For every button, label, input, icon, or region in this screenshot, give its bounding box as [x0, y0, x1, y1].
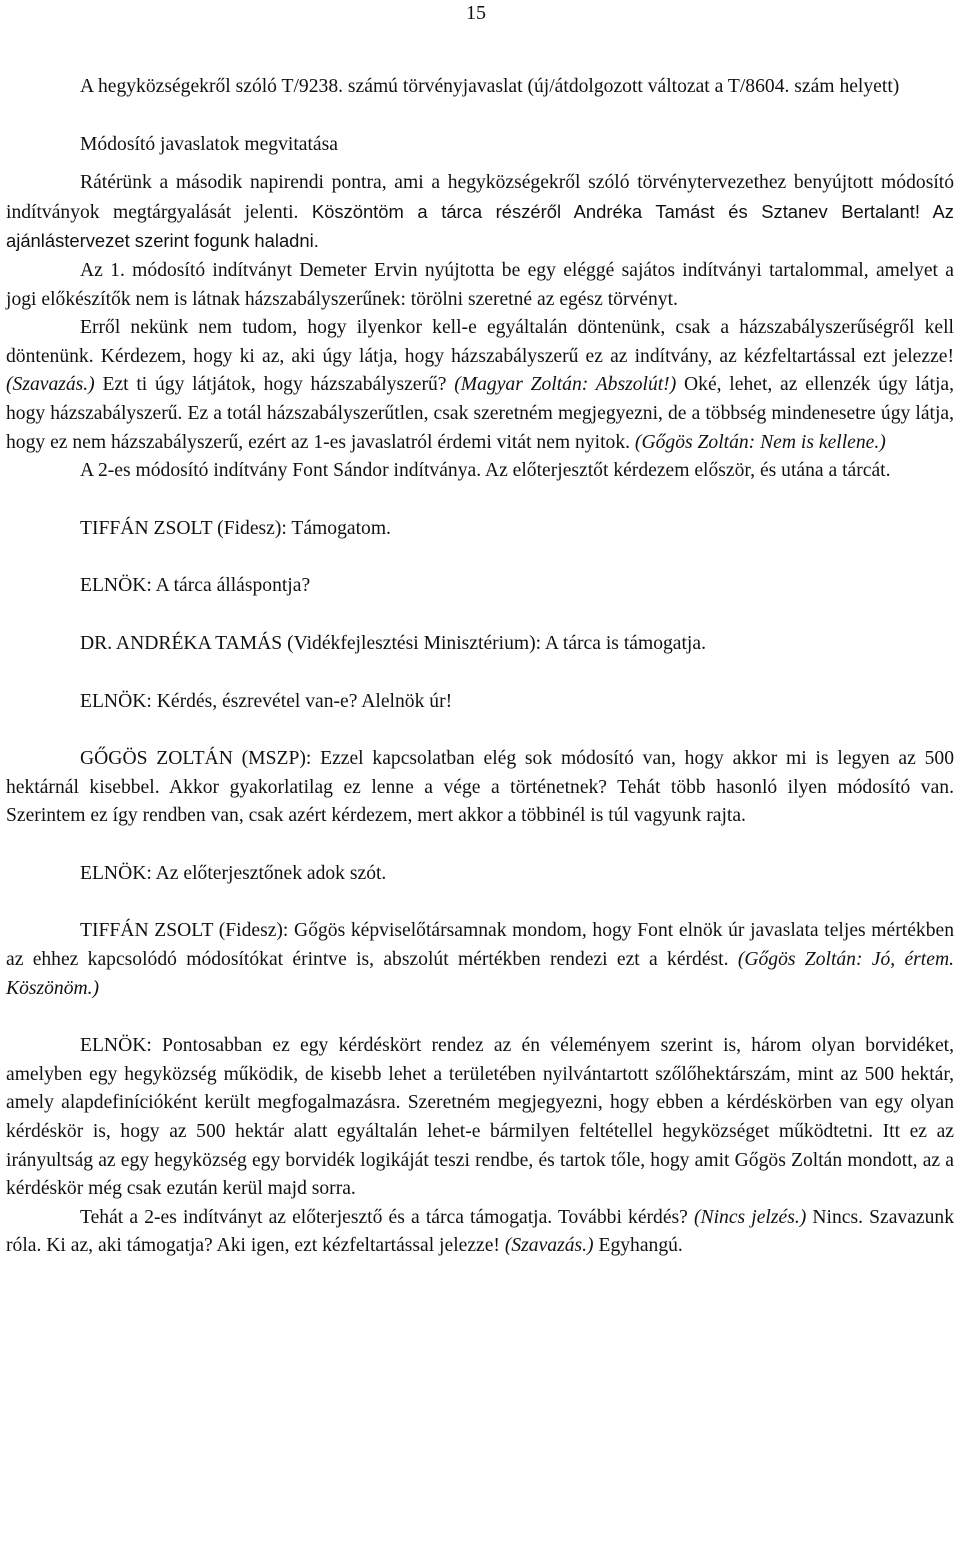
amendment-1-text: Az 1. módosító indítványt Demeter Ervin nyújtotta be egy eléggé sajátos indítványi tartalommal, amelyet a jogi előkészítők nem is látnak házszabályszerűnek: törölni szeretné az egész törvényt. [6, 259, 954, 310]
greeting-text: Köszöntöm a tárca részéről Andréka Tamást és Sztanev Bertalant! Az ajánlástervezet szerint fogunk haladni. [6, 200, 955, 252]
interjection: (Szavazás.) [504, 1235, 594, 1257]
speaker-chair-3: ELNÖK: Az előterjesztőnek adok szót. [80, 862, 387, 884]
text-span: TIFFÁN ZSOLT (Fidesz): Gőgös képviselőtársamnak mondom, hogy Font elnök úr javaslata teljes mértékben az ehhez kapcsolódó módosítókat érintve is, abszolút mértékben rendezi ezt a kérdést. [6, 920, 954, 971]
speaker-gogos: GŐGÖS ZOLTÁN (MSZP): Ezzel kapcsolatban elég sok módosító van, hogy akkor mi is legyen az 500 hektárnál kisebbel. Akkor gyakorlatilag ez lenne a vége a történetnek? Tehát több hasonló ilyen módosító van. Szerintem ez így rendben van, csak azért kérdezem, mert akkor a többinél is túl vagyunk rajta. [6, 748, 954, 827]
text-span: Egyhangú. [593, 1235, 683, 1257]
paragraph-amendment-1 [6, 257, 954, 314]
text-span: Nincs. Szavazunk róla. Ki az, aki támogatja? Aki igen, ezt kézfeltartással jelezze! [6, 1206, 955, 1257]
document-body [6, 73, 954, 1261]
speaker-tiffan-1: TIFFÁN ZSOLT (Fidesz): Támogatom. [80, 517, 391, 539]
speaker-chair-2: ELNÖK: Kérdés, észrevétel van-e? Alelnök úr! [80, 690, 453, 712]
text-span: Tehát a 2-es indítványt az előterjesztő és a tárca támogatja. További kérdés? [80, 1206, 694, 1228]
interjection: (Magyar Zoltán: Abszolút!) [454, 374, 677, 396]
interjection: (Gőgös Zoltán: Nem is kellene.) [634, 431, 886, 453]
text-span: Erről nekünk nem tudom, hogy ilyenkor kell-e egyáltalán döntenünk, csak a házszabályszerűségről kell döntenünk. Kérdezem, hogy ki az, aki úgy látja, hogy házszabályszerű ez az indítvány, az kézfeltartással ezt jelezze! [6, 317, 954, 367]
text-span: Oké, lehet, az ellenzék úgy látja, hogy házszabályszerű. Ez a totál házszabályszerűtlen, csak szeretném megjegyezni, de a többség mindenesetre úgy látja, hogy ez nem házszabályszerű, ezért az 1-es javaslatról érdemi vitát nem nyitok. [6, 374, 955, 453]
section-subtitle: Módosító javaslatok megvitatása [80, 133, 338, 155]
paragraph-amendment-2: A 2-es módosító indítvány Font Sándor indítványa. Az előterjesztőt kérdezem először, és utána a tárcát. [80, 460, 891, 482]
page-number: 15 [466, 2, 486, 24]
interjection: (Gőgös Zoltán: Jó, értem. Köszönöm.) [6, 949, 955, 999]
interjection: (Nincs jelzés.) [694, 1206, 807, 1228]
paragraph-intro [6, 169, 954, 257]
paragraph-house-rules [6, 314, 954, 457]
interjection: (Szavazás.) [6, 374, 95, 396]
speaker-chair-4: ELNÖK: Pontosabban ez egy kérdéskört rendez az én véleményem szerint is, három olyan borvidéket, amelyben egy hegyközség működik, de kisebb lehet a területében nyilvántartott szőlőhektárszám, mint az 500 hektár, amely alapdefinícióként került megfogalmazásra. Szeretném megjegyezni, hogy ebben a kérdéskörben van egy olyan kérdéskör is, hogy az 500 hektár alatt egyáltalán lehet-e bármilyen feltétellel hegyközséget működtetni. Itt ez az irányultság az egy hegyközség egy borvidék logikáját teszi rendbe, és tartok tőle, hogy amit Gőgös Zoltán mondott, az a kérdéskör még csak ezután kerül majd sorra. [6, 1035, 954, 1200]
intro-text: Rátérünk a második napirendi pontra, ami a hegyközségekről szóló törvénytervezethez benyújtott módosító indítványok megtárgyalását jelenti. [6, 172, 954, 223]
speaker-chair-1: ELNÖK: A tárca álláspontja? [80, 575, 311, 597]
text-span: Ezt ti úgy látjátok, hogy házszabályszerű? [94, 374, 455, 396]
speaker-tiffan-2 [6, 917, 954, 1003]
paragraph-vote [6, 1204, 954, 1261]
agenda-title: A hegyközségekről szóló T/9238. számú törvényjavaslat (új/átdolgozott változat a T/8604. szám helyett) [80, 76, 900, 97]
speaker-andreka: DR. ANDRÉKA TAMÁS (Vidékfejlesztési Minisztérium): A tárca is támogatja. [80, 632, 706, 654]
